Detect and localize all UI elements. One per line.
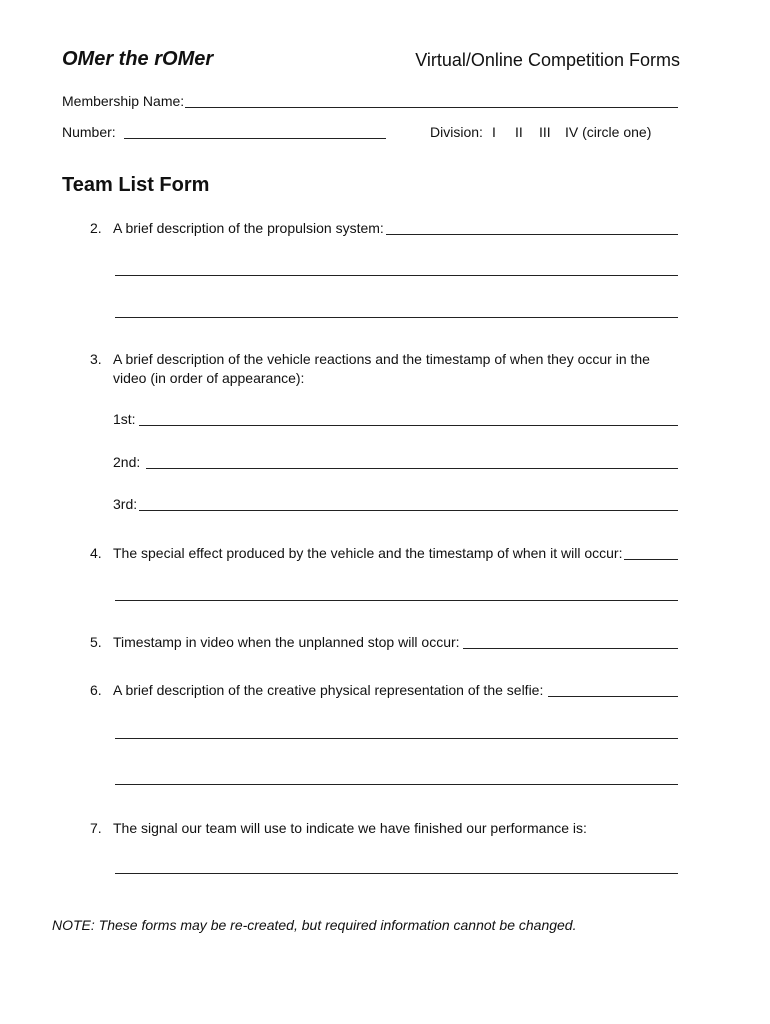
q3-second-label: 2nd: (113, 454, 141, 470)
q2-answer-line-1[interactable] (386, 234, 678, 235)
q3-text-line-1: A brief description of the vehicle reactions and the timestamp of when they occur in the (113, 351, 650, 367)
membership-name-label: Membership Name: (62, 93, 185, 109)
form-subtitle: Virtual/Online Competition Forms (415, 50, 680, 70)
q7-text: The signal our team will use to indicate we have finished our performance is: (113, 820, 587, 836)
footer-note: NOTE: These forms may be re-created, but required information cannot be changed. (52, 917, 577, 933)
q5-number: 5. (90, 634, 102, 650)
q5-answer-line[interactable] (463, 648, 678, 649)
q3-text-line-2: video (in order of appearance): (113, 370, 305, 386)
division-option-i[interactable]: I (492, 124, 496, 140)
membership-name-field[interactable] (185, 107, 678, 108)
q4-number: 4. (90, 545, 102, 561)
division-option-iii[interactable]: III (539, 124, 551, 140)
form-title-brand: OMer the rOMer (62, 48, 214, 70)
division-label: Division: (430, 124, 483, 140)
q6-answer-line-3[interactable] (115, 784, 678, 785)
number-field[interactable] (124, 138, 386, 139)
q3-first-label: 1st: (113, 411, 136, 427)
q3-number: 3. (90, 351, 102, 367)
q2-text: A brief description of the propulsion system: (113, 220, 384, 236)
page-title: Team List Form (62, 174, 210, 196)
q2-answer-line-3[interactable] (115, 317, 678, 318)
q4-answer-line-1[interactable] (624, 559, 678, 560)
q3-third-label: 3rd: (113, 496, 138, 512)
division-option-iv[interactable]: IV (circle one) (565, 124, 652, 140)
division-option-ii[interactable]: II (515, 124, 523, 140)
q6-answer-line-2[interactable] (115, 738, 678, 739)
q3-third-field[interactable] (139, 510, 678, 511)
q2-number: 2. (90, 220, 102, 236)
number-label: Number: (62, 124, 116, 140)
q3-second-field[interactable] (146, 468, 678, 469)
q6-number: 6. (90, 682, 102, 698)
q7-number: 7. (90, 820, 102, 836)
q3-first-field[interactable] (139, 425, 678, 426)
q6-text: A brief description of the creative physical representation of the selfie: (113, 682, 544, 698)
q4-text: The special effect produced by the vehicle and the timestamp of when it will occur: (113, 545, 623, 561)
q2-answer-line-2[interactable] (115, 275, 678, 276)
q4-answer-line-2[interactable] (115, 600, 678, 601)
q7-answer-line[interactable] (115, 873, 678, 874)
q5-text: Timestamp in video when the unplanned stop will occur: (113, 634, 460, 650)
q6-answer-line-1[interactable] (548, 696, 678, 697)
